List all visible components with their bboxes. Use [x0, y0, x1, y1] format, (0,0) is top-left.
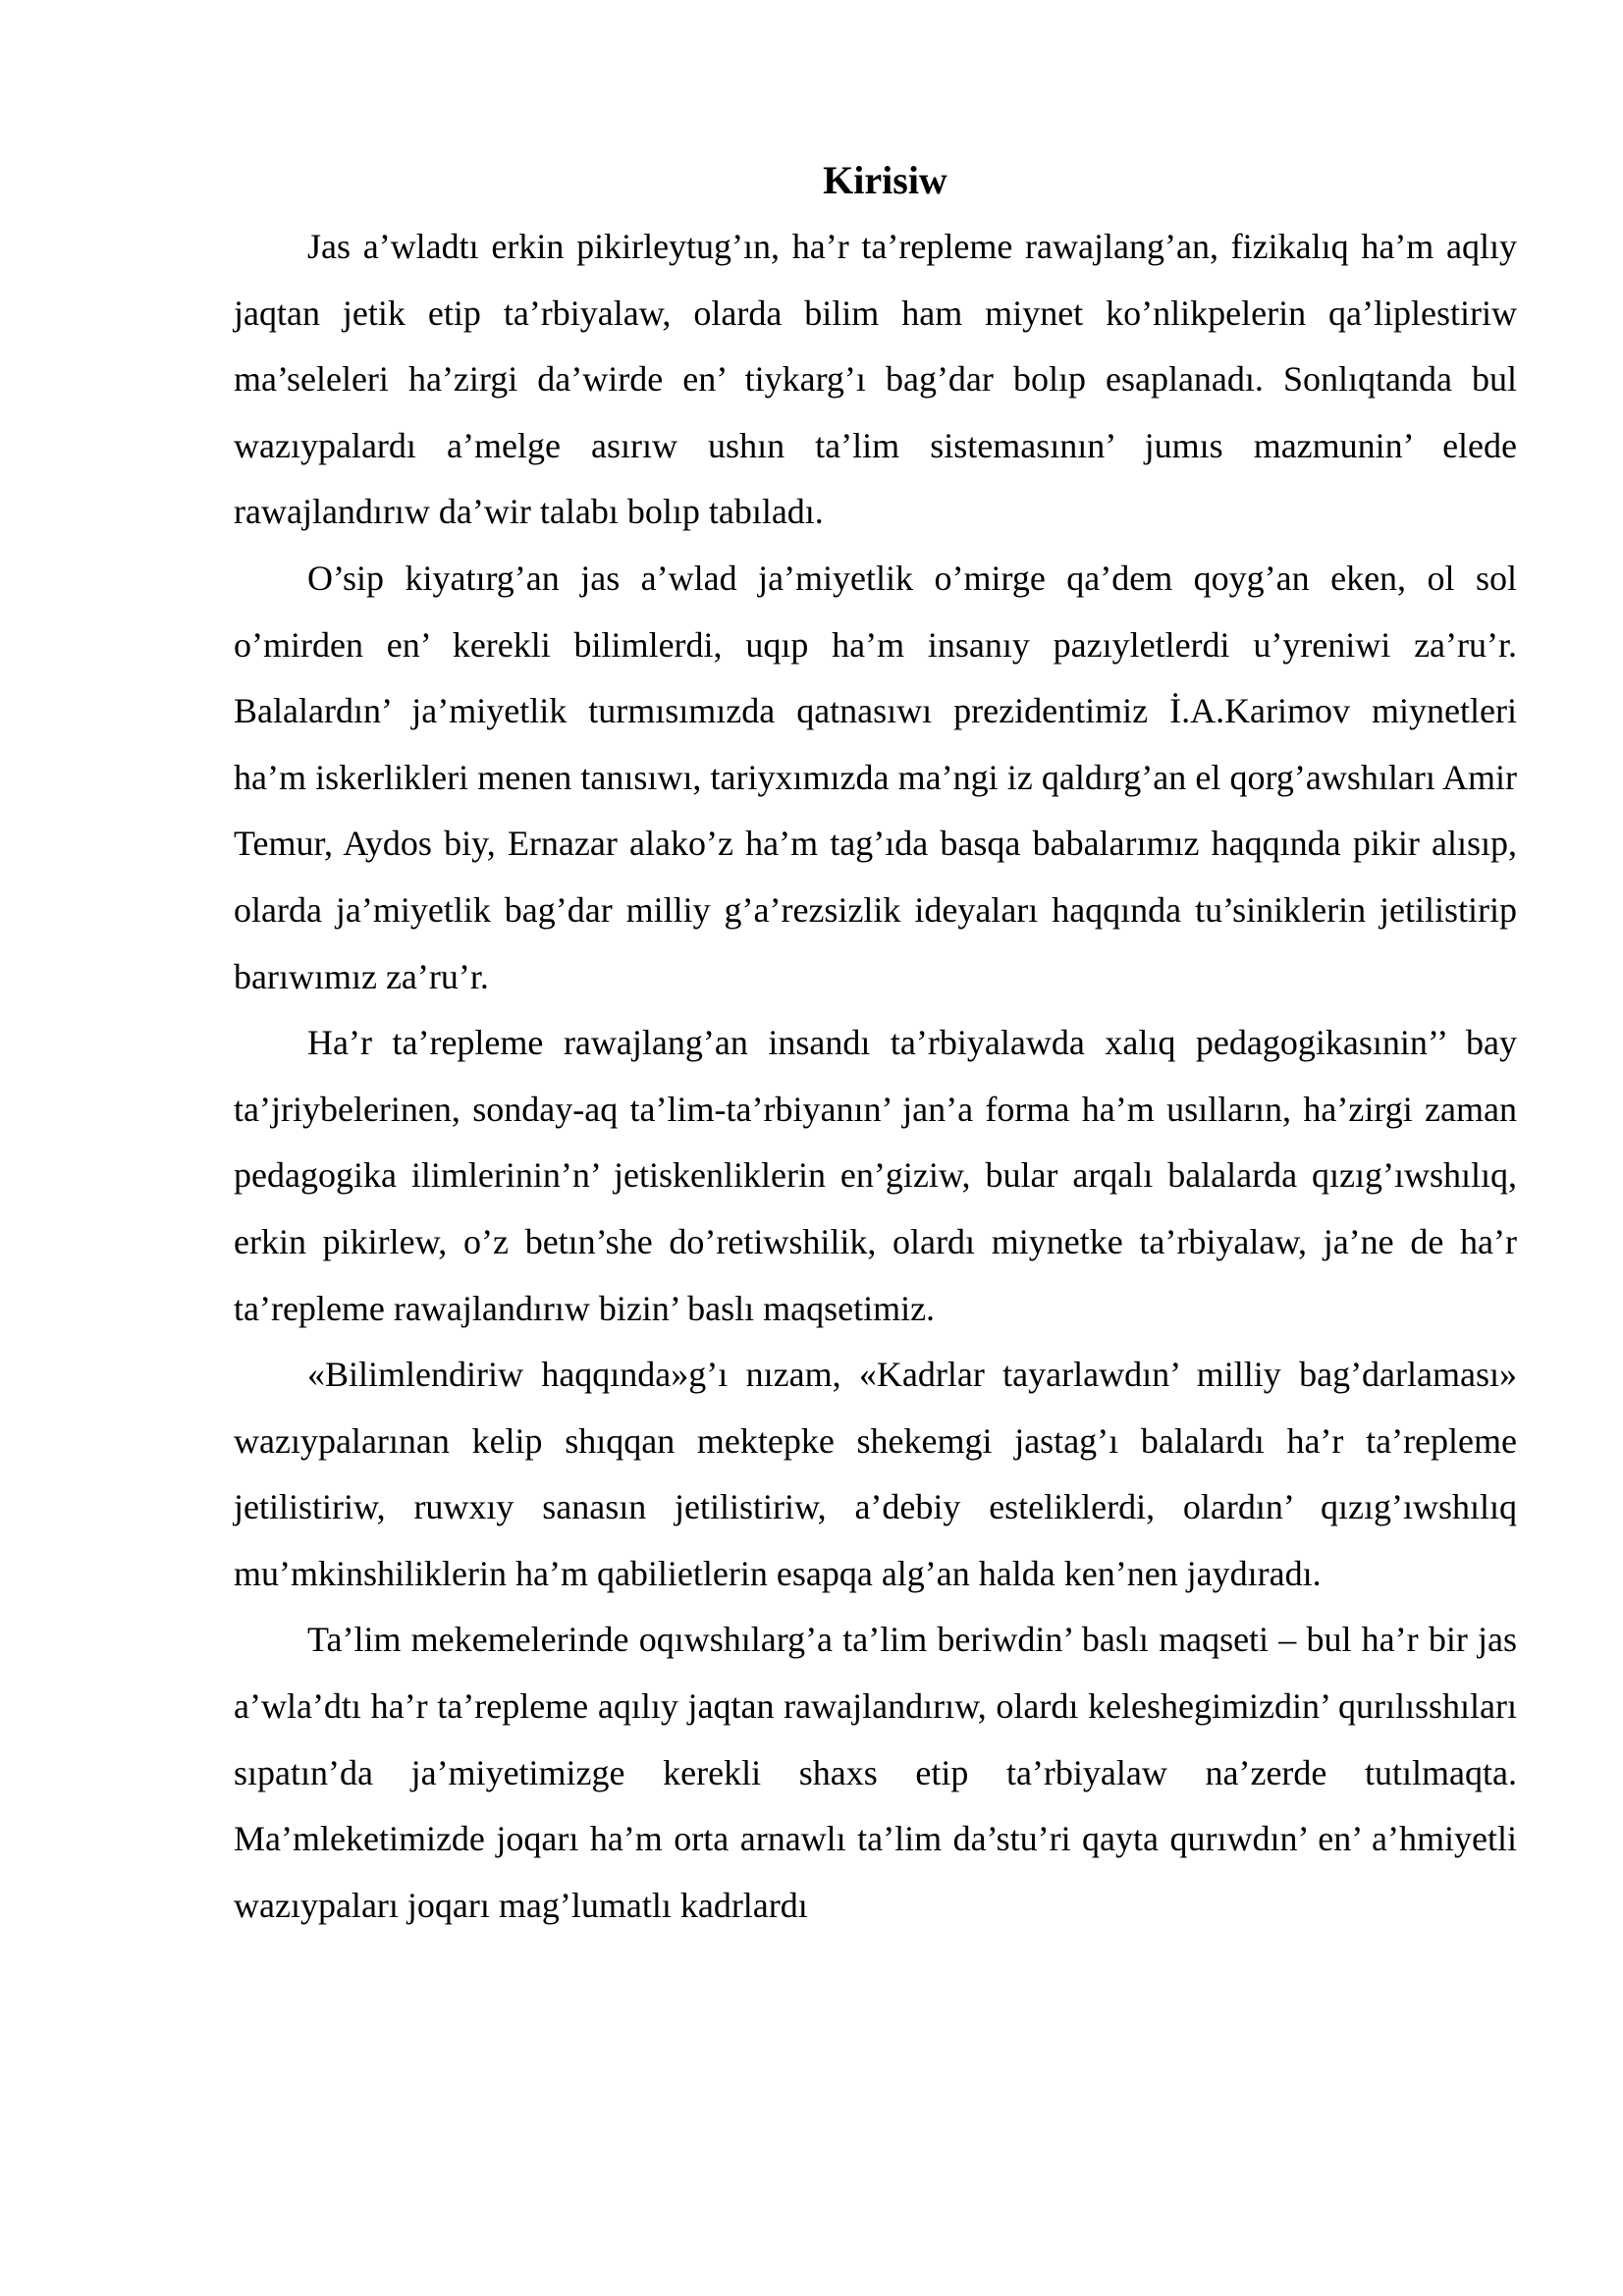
page-title: Kirisiw	[823, 158, 947, 202]
document-body	[234, 147, 1517, 1939]
paragraph-1: Jas a’wladtı erkin pikirleytug’ın, ha’r ta’repleme rawajlang’an, fizikalıq ha’m aqlıy jaqtan jetik etip ta’rbiyalaw, olarda bilim ham miynet ko’nlikpelerin qa’liplestiriw ma’seleleri ha’zirgi da’wirde en’ tiykarg’ı bag’dar bolıp esaplanadı. Sonlıqtanda bul wazıypalardı a’melge asırıw ushın ta’lim sistemasının’ jumıs mazmunin’ elede rawajlandırıw da’wir talabı bolıp tabıladı.	[234, 227, 1517, 532]
paragraph-5: Ta’lim mekemelerinde oqıwshılarg’a ta’lim beriwdin’ baslı maqseti – bul ha’r bir jas a’wla’dtı ha’r ta’repleme aqılıy jaqtan rawajlandırıw, olardı keleshegimizdin’ qurılısshıları sıpatın’da ja’miyetimizge kerekli shaxs etip ta’rbiyalaw na’zerde tutılmaqta. Ma’mleketimizde joqarı ha’m orta arnawlı ta’lim da’stu’ri qayta qurıwdın’ en’ a’hmiyetli wazıypaları joqarı mag’lumatlı kadrlardı	[234, 1620, 1517, 1925]
paragraph-3: Ha’r ta’repleme rawajlang’an insandı ta’rbiyalawda xalıq pedagogikasınin’’ bay ta’jriybelerinen, sonday-aq ta’lim-ta’rbiyanın’ jan’a forma ha’m usılların, ha’zirgi zaman pedagogika ilimlerinin’n’ jetiskenliklerin en’giziw, bular arqalı balalarda qızıg’ıwshılıq, erkin pikirlew, o’z betın’she do’retiwshilik, olardı miynetke ta’rbiyalaw, ja’ne de ha’r ta’repleme rawajlandırıw bizin’ baslı maqsetimiz.	[234, 1023, 1517, 1328]
paragraph-4: «Bilimlendiriw haqqında»g’ı nızam, «Kadrlar tayarlawdın’ milliy bag’darlaması» wazıypalarınan kelip shıqqan mektepke shekemgi jastag’ı balalardı ha’r ta’repleme jetilistiriw, ruwxıy sanasın jetilistiriw, a’debiy esteliklerdi, olardın’ qızıg’ıwshılıq mu’mkinshiliklerin ha’m qabilietlerin esapqa alg’an halda ken’nen jaydıradı.	[234, 1355, 1517, 1593]
paragraph-2: O’sip kiyatırg’an jas a’wlad ja’miyetlik o’mirge qa’dem qoyg’an eken, ol sol o’mirden en’ kerekli bilimlerdi, uqıp ha’m insanıy pazıyletlerdi u’yreniwi za’ru’r. Balalardın’ ja’miyetlik turmısımızda qatnasıwı prezidentimiz İ.A.Karimov miynetleri ha’m iskerlikleri menen tanısıwı, tariyxımızda ma’ngi iz qaldırg’an el qorg’awshıları Amir Temur, Aydos biy, Ernazar alako’z ha’m tag’ıda basqa babalarımız haqqında pikir alısıp, olarda ja’miyetlik bag’dar milliy g’a’rezsizlik ideyaları haqqında tu’siniklerin jetilistirip barıwımız za’ru’r.	[234, 558, 1517, 996]
